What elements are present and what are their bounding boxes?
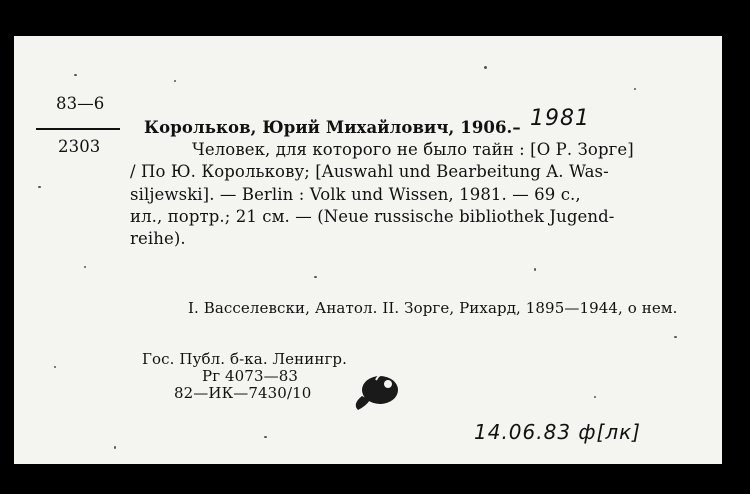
speck <box>264 436 267 438</box>
speck <box>114 446 116 449</box>
catalog-card <box>14 36 722 464</box>
speck <box>174 80 176 82</box>
speck <box>484 66 487 69</box>
divider-rule <box>36 128 120 130</box>
handwritten-date: 14.06.83 ф[лк] <box>474 420 641 444</box>
body-line-4: ил., портр.; 21 см. — (Neue russische bibliothek Jugend- <box>130 207 615 226</box>
body-line-3: siljewski]. — Berlin : Volk und Wissen, 1981. — 69 с., <box>130 185 581 204</box>
library-line-2: Рг 4073—83 <box>202 367 298 385</box>
speck <box>674 336 677 338</box>
speck <box>38 186 41 188</box>
library-line-1: Гос. Публ. б-ка. Ленингр. <box>142 350 347 368</box>
speck <box>84 266 86 268</box>
speck <box>594 396 596 398</box>
handwritten-year: 1981 <box>530 106 590 131</box>
library-stamp-emblem <box>350 366 410 414</box>
body-line-2: / По Ю. Королькову; [Auswahl und Bearbeitung A. Was- <box>130 162 609 181</box>
heading-author: Корольков, Юрий Михайлович, 1906.– <box>144 118 521 137</box>
class-number: 83—6 <box>56 94 105 113</box>
speck <box>534 268 536 271</box>
speck <box>54 366 56 368</box>
speck <box>634 88 636 90</box>
body-line-5: reihe). <box>130 229 186 248</box>
inventory-number: 2303 <box>58 137 101 156</box>
speck <box>314 276 317 278</box>
library-line-3: 82—ИК—7430/10 <box>174 384 312 402</box>
body-line-1: Человек, для которого не было тайн : [О Р. Зорге] <box>192 140 634 159</box>
speck <box>74 74 77 76</box>
tracings: I. Васселевски, Анатол. II. Зорге, Рихард, 1895—1944, о нем. <box>188 299 678 317</box>
